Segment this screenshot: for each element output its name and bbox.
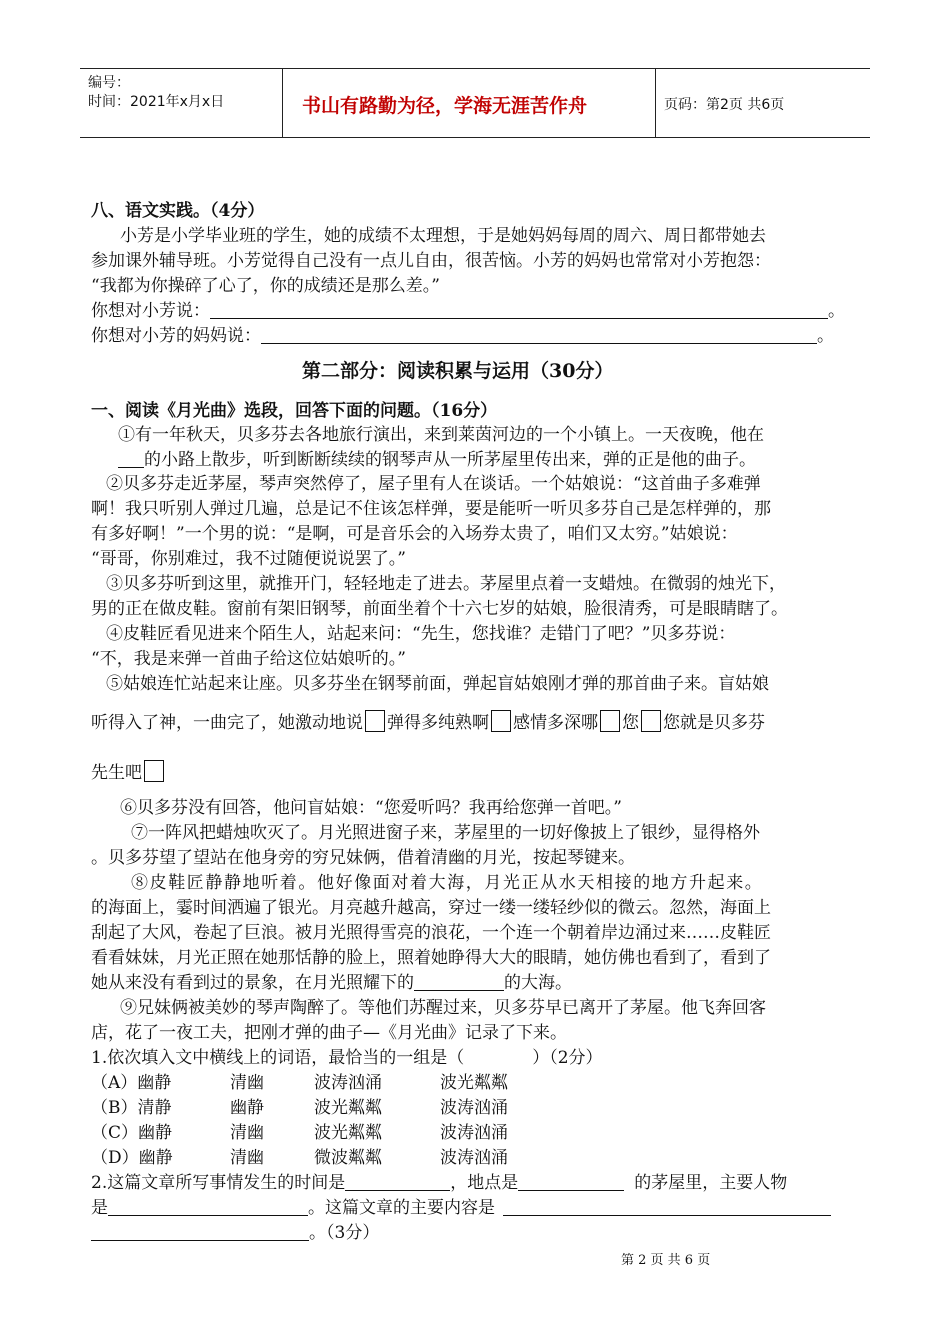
paragraph-line: 男的正在做皮鞋。窗前有架旧钢琴，前面坐着个十六七岁的姑娘，脸很清秀，可是眼睛瞎了。 [91,599,788,619]
paragraph-line: 刮起了大风，卷起了巨浪。被月光照得雪亮的浪花，一个连一个朝着岸边涌过来……皮鞋匠 [91,923,771,943]
paragraph-line: ⑧皮鞋匠静静地听着。他好像面对着大海，月光正从水天相接的地方升起来。 [131,873,764,893]
paragraph-line: “哥哥，你别难过，我不过随便说说罢了。” [91,549,406,569]
option-word: 波涛汹涌 [440,1098,508,1118]
paragraph-text: 您 [622,713,639,733]
paragraph-line: ③贝多芬听到这里，就推开门，轻轻地走了进去。茅屋里点着一支蜡烛。在微弱的烛光下， [106,574,786,594]
paragraph-line: 看看妹妹，月光正照在她那恬静的脸上，照着她睁得大大的眼睛，她仿佛也看到了，看到了 [91,948,771,968]
section8-title: 八、语文实践。（4分） [91,201,265,221]
fill-blank[interactable] [414,974,504,991]
paragraph-line: ⑨兄妹俩被美妙的琴声陶醉了。等他们苏醒过来，贝多芬早已离开了茅屋。他飞奔回客 [120,998,766,1018]
answer-blank[interactable] [503,1199,831,1216]
paragraph-text: 感情多深哪 [513,713,598,733]
header-page: 页码：第2页 共6页 [664,97,785,113]
question-text: 是 [91,1198,108,1218]
paragraph-text: 的大海。 [504,973,572,993]
paragraph-line [91,708,765,733]
paragraph-line: ⑦一阵风把蜡烛吹灭了。月光照进窗子来，茅屋里的一切好像披上了银纱，显得格外 [131,823,760,843]
header-divider [655,69,656,137]
answer-label: 你想对小芳的妈妈说： [91,326,261,346]
reading-title: 一、阅读《月光曲》选段，回答下面的问题。（16分） [91,401,498,421]
punctuation-box[interactable] [641,710,661,732]
punctuation-box[interactable] [491,710,511,732]
paragraph-line: ②贝多芬走近茅屋，琴声突然停了，屋子里有人在谈话。一个姑娘说：“这首曲子多难弹 [106,474,761,494]
question-2-line2 [91,1193,831,1218]
paragraph-line: ⑤姑娘连忙站起来让座。贝多芬坐在钢琴前面，弹起盲姑娘刚才弹的那首曲子来。盲姑娘 [106,674,769,694]
punctuation-box[interactable] [365,710,385,732]
paragraph-line: “不，我是来弹一首曲子给这位姑娘听的。” [91,649,406,669]
paragraph-line: 有多好啊！”一个男的说：“是啊，可是音乐会的入场券太贵了，咱们又太穷。”姑娘说： [91,524,738,544]
question-text: 的茅屋里，主要人物 [634,1173,788,1193]
paragraph-text: 听得入了神，一曲完了，她激动地说 [91,713,363,733]
option-label: （A）幽静 [91,1073,172,1093]
question-2-line3 [91,1218,379,1243]
header-time: 时间：2021年x月x日 [88,94,225,110]
option-word: 波光粼粼 [440,1073,508,1093]
option-word: 波涛汹涌 [440,1148,508,1168]
option-word: 幽静 [230,1098,264,1118]
paragraph-line: ⑥贝多芬没有回答，他问盲姑娘：“您爱听吗？我再给您弹一首吧。” [120,798,622,818]
page-footer: 第 2 页 共 6 页 [621,1253,711,1268]
paragraph-text: 您就是贝多芬 [663,713,765,733]
answer-line-xiaofang [91,296,845,321]
question-stem: 1.依次填入文中横线上的词语，最恰当的一组是（ [91,1048,465,1068]
paragraph-text: 先生吧 [91,763,142,783]
option-word: 清幽 [230,1073,264,1093]
paragraph-text: 的小路上散步，听到断断续续的钢琴声从一所茅屋里传出来，弹的正是他的曲子。 [144,450,756,470]
question-text: 。这篇文章的主要内容是 [308,1198,495,1218]
question-text: 。（3分） [309,1223,380,1243]
paragraph-line [118,445,756,470]
option-word: 波光粼粼 [314,1123,382,1143]
paragraph-line: 。贝多芬望了望站在他身旁的穷兄妹俩，借着清幽的月光，按起琴键来。 [91,848,635,868]
paragraph-line: 店，花了一夜工夫，把刚才弹的曲子—《月光曲》记录了下来。 [91,1023,567,1043]
paragraph-line [91,758,166,783]
option-word: 清幽 [230,1123,264,1143]
question-2-line1 [91,1168,787,1193]
option-word: 波涛汹涌 [440,1123,508,1143]
option-word: 波光粼粼 [314,1098,382,1118]
answer-blank[interactable] [345,1174,450,1191]
option-word: 波涛汹涌 [314,1073,382,1093]
option-label: （D）幽静 [91,1148,173,1168]
answer-blank[interactable] [261,327,817,344]
paragraph-line: ①有一年秋天，贝多芬去各地旅行演出，来到莱茵河边的一个小镇上。一天夜晚，他在 [118,425,764,445]
question-score: ）（2分） [532,1048,603,1068]
option-label: （C）幽静 [91,1123,173,1143]
question-text: ，地点是 [450,1173,519,1193]
punctuation-box[interactable] [600,710,620,732]
answer-blank[interactable] [108,1199,308,1216]
answer-blank[interactable] [91,1224,309,1241]
punctuation-box[interactable] [144,760,164,782]
part2-title: 第二部分：阅读积累与运用（30分） [302,360,614,382]
answer-line-mother [91,321,834,346]
paragraph-line: ④皮鞋匠看见进来个陌生人，站起来问：“先生，您找谁？走错门了吧？”贝多芬说： [106,624,736,644]
paragraph-line [91,968,572,993]
header-motto: 书山有路勤为径，学海无涯苦作舟 [302,95,588,117]
question-text: 2.这篇文章所写事情发生的时间是 [91,1173,346,1193]
question-1 [91,1043,603,1068]
paragraph-text: 她从来没有看到过的景象，在月光照耀下的 [91,973,414,993]
section8-text: “我都为你操碎了心了，你的成绩还是那么差。” [91,276,440,296]
paragraph-line: 的海面上，霎时间洒遍了银光。月亮越升越高，穿过一缕一缕轻纱似的微云。忽然，海面上 [91,898,771,918]
answer-blank[interactable] [518,1174,624,1191]
answer-label: 你想对小芳说： [91,301,210,321]
period: 。 [828,301,845,321]
fill-blank[interactable] [118,451,144,468]
option-label: （B）清静 [91,1098,172,1118]
section8-text: 小芳是小学毕业班的学生，她的成绩不太理想，于是她妈妈每周的周六、周日都带她去 [120,226,766,246]
option-word: 微波粼粼 [314,1148,382,1168]
period: 。 [817,326,834,346]
header-divider [282,69,283,137]
section8-text: 参加课外辅导班。小芳觉得自己没有一点儿自由，很苦恼。小芳的妈妈也常常对小芳抱怨： [91,251,771,271]
paragraph-text: 弹得多纯熟啊 [387,713,489,733]
option-word: 清幽 [230,1148,264,1168]
answer-blank[interactable] [210,302,828,319]
paragraph-line: 啊！我只听别人弹过几遍，总是记不住该怎样弹，要是能听一听贝多芬自己是怎样弹的，那 [91,499,771,519]
header-number: 编号： [88,75,130,91]
